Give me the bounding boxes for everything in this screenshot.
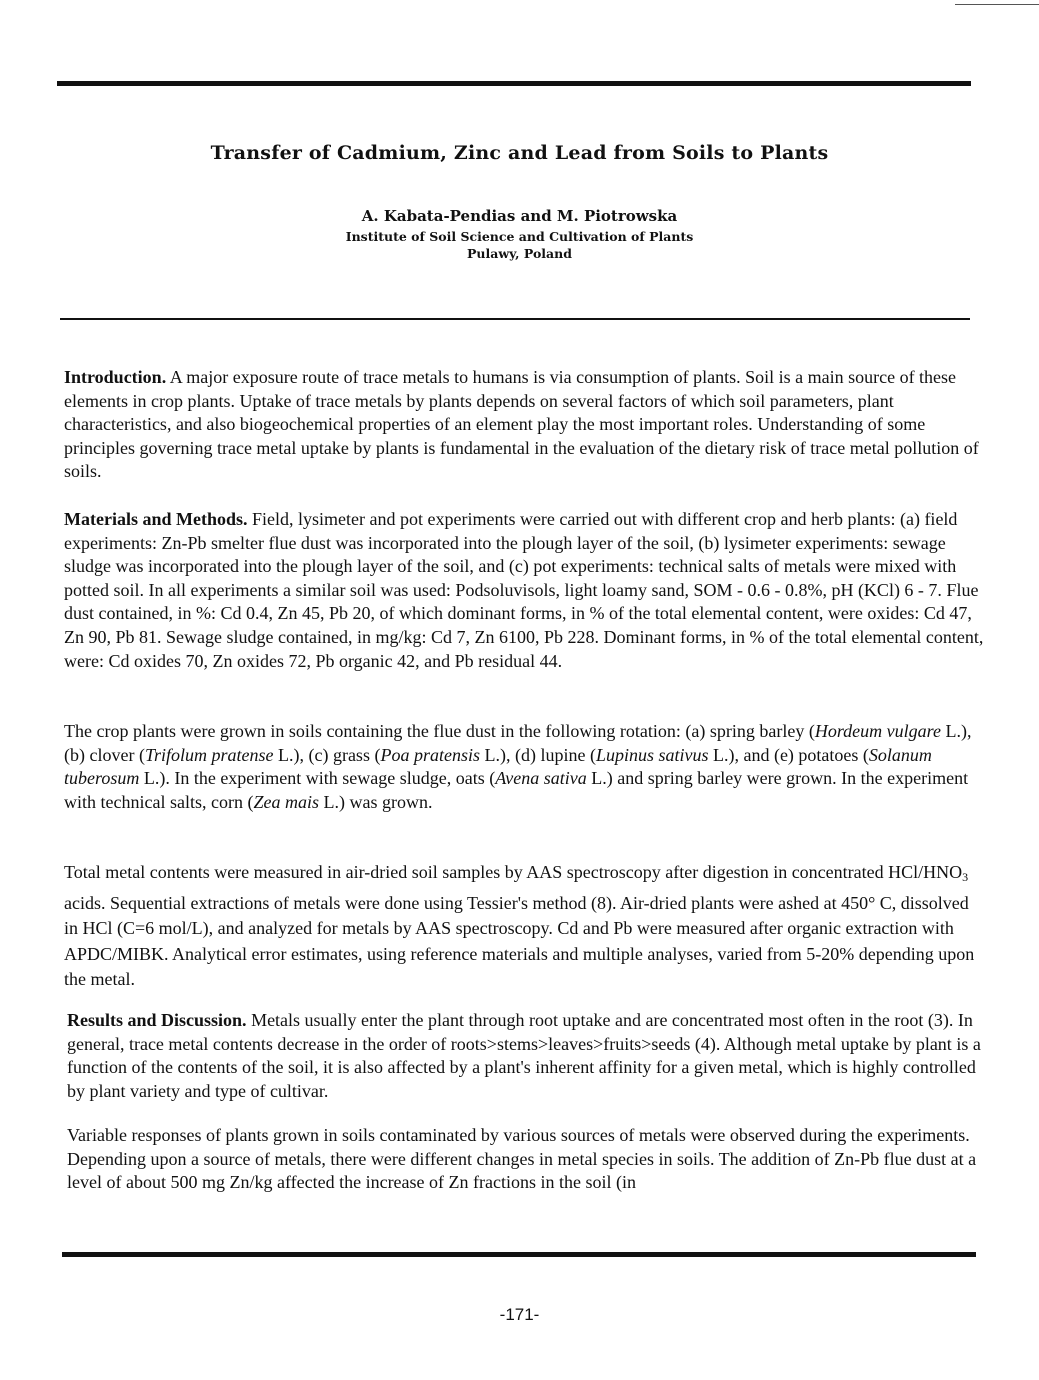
- introduction-heading: Introduction.: [64, 367, 167, 387]
- subscript: 3: [962, 870, 969, 884]
- species-name: Hordeum vulgare: [814, 721, 941, 741]
- methods-paragraph: [64, 508, 984, 673]
- page-number: -171-: [499, 1305, 540, 1324]
- results-heading: Results and Discussion.: [67, 1010, 247, 1030]
- species-name: Avena sativa: [495, 768, 587, 789]
- crops-text: L.), (b) clover (: [64, 721, 972, 765]
- affiliation: Institute of Soil Science and Cultivation of Plants: [345, 229, 694, 244]
- crops-text: L.). In the experiment with sewage sludge, oats (: [139, 768, 496, 789]
- species-name: Solanum tuberosum: [64, 744, 932, 789]
- paper-title: Transfer of Cadmium, Zinc and Lead from Soils to Plants: [210, 142, 829, 164]
- results-text: Metals usually enter the plant through root uptake and are concentrated most often in the root (3). In general, trace metal contents decrease in the order of roots>stems>leaves>fruits>seeds (4). Although metal uptake by plant is a function of the contents of the soil, it is also affected by a plant's inherent affinity for a given metal, which is highly controlled by plant variety and type of cultivar.: [67, 1010, 981, 1101]
- crops-text: L.), (c) grass (: [273, 744, 381, 765]
- crops-text: L.), (d) lupine (: [479, 744, 596, 765]
- location: Pulawy, Poland: [467, 246, 572, 261]
- methods-text: Field, lysimeter and pot experiments were carried out with different crop and herb plants: (a) field experiments: Zn-Pb smelter flue dust was incorporated into the plough layer of the soil, (b) lysimeter experiments: sewage sludge was incorporated into the plough layer of the soil, and (c) pot experiments: technical salts of metals were mixed with potted soil. In all experiments a similar soil was used: Podsoluvisols, light loamy sand, SOM - 0.6 - 0.8%, pH (KCl) 6 - 7. Flue dust contained, in %: Cd 0.4, Zn 45, Pb 20, of which dominant forms, in % of the total elemental content, were oxides: Cd 47, Zn 90, Pb 81. Sewage sludge contained, in mg/kg: Cd 7, Zn 6100, Pb 228. Dominant forms, in % of the total elemental content, were: Cd oxides 70, Zn oxides 72, Pb organic 42, and Pb residual 44.: [64, 509, 984, 671]
- crops-text: The crop plants were grown in soils containing the flue dust in the following rotation: (a) spring barley (: [64, 721, 815, 741]
- crops-text: L.), and (e) potatoes (: [708, 744, 869, 765]
- introduction-paragraph: [64, 366, 984, 484]
- species-name: Zea mais: [253, 791, 319, 812]
- variable-responses-paragraph: Variable responses of plants grown in soils contaminated by various sources of metals were observed during the experiments. Depending upon a source of metals, there were different changes in metal species in soils. The addition of Zn-Pb flue dust at a level of about 500 mg Zn/kg affected the increase of Zn fractions in the soil (in: [67, 1125, 977, 1193]
- analysis-text: Total metal contents were measured in air-dried soil samples by AAS spectroscopy after digestion in concentrated HCl/HNO: [64, 862, 963, 882]
- header-divider: [60, 318, 970, 320]
- analysis-text: acids. Sequential extractions of metals were done using Tessier's method (8). Air-dried plants were ashed at 450° C, dissolved in HCl (C=6 mol/L), and analyzed for metals by AAS spectroscopy. Cd and Pb were measured after organic extraction with APDC/MIBK. Analytical error estimates, using reference materials and multiple analyses, varied from 5-20% depending upon the metal.: [64, 892, 975, 990]
- introduction-text: A major exposure route of trace metals to humans is via consumption of plants. Soil is a main source of these elements in crop plants. Uptake of trace metals by plants depends on several factors of which soil parameters, plant characteristics, and also biogeochemical properties of an element play the most important roles. Understanding of some principles governing trace metal uptake by plants is fundamental in the evaluation of the dietary risk of trace metal pollution of soils.: [64, 367, 979, 482]
- species-name: Trifolum pratense: [144, 744, 274, 765]
- results-paragraph: [67, 1009, 987, 1103]
- authors: A. Kabata-Pendias and M. Piotrowska: [361, 207, 678, 225]
- methods-heading: Materials and Methods.: [64, 509, 248, 529]
- analysis-paragraph: [64, 860, 984, 993]
- bottom-rule: [62, 1252, 976, 1257]
- top-rule: [57, 81, 971, 86]
- crops-text: L.) and spring barley were grown. In the experiment with technical salts, corn (: [64, 768, 969, 812]
- crops-text: L.) was grown.: [318, 791, 433, 812]
- species-name: Lupinus sativus: [595, 744, 709, 765]
- crops-paragraph: [64, 720, 984, 814]
- species-name: Poa pratensis: [380, 744, 480, 765]
- corner-line: [955, 4, 1039, 5]
